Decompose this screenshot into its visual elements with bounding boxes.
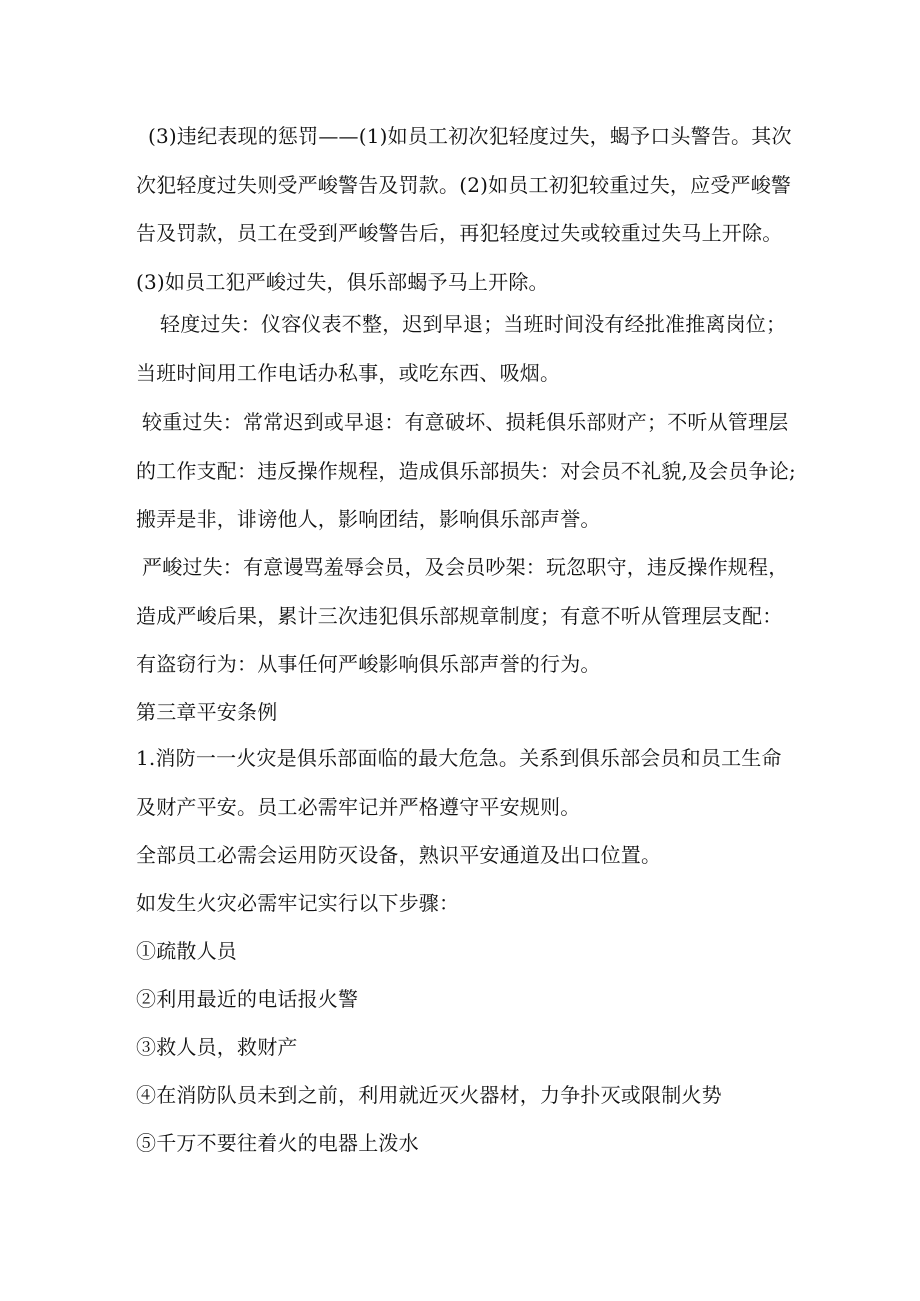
paragraph-penalties: (3)违纪表现的惩罚——(1)如员工初次犯轻度过失，蝎予口头警告。其次次犯轻度过失则受严峻警告及罚款。(2)如员工初犯较重过失，应受严峻警告及罚款，员工在受到严峻警告后，再犯轻度过失或较重过失马上开除。(3)如员工犯严峻过失，俱乐部蝎予马上开除。 xyxy=(136,124,792,294)
paragraph-severe-faults: 严峻过失：有意谩骂羞辱会员，及会员吵架：玩忽职守，违反操作规程，造成严峻后果，累计三次违犯俱乐部规章制度；有意不听从管理层支配：有盗窃行为：从事任何严峻影响俱乐部声誉的行为。 xyxy=(136,555,789,676)
chapter-heading: 第三章平安条例 xyxy=(136,700,278,724)
paragraph-moderate-faults: 较重过失：常常迟到或早退：有意破坏、损耗俱乐部财产；不听从管理层的工作支配：违反操作规程，造成俱乐部损失：对会员不礼貌,及会员争论;搬弄是非，诽谤他人，影响团结，影响俱乐部声誉。 xyxy=(136,410,796,531)
list-item: ①疏散人员 xyxy=(136,939,237,963)
paragraph-minor-faults: 轻度过失：仪容仪表不整，迟到早退；当班时间没有经批准推离岗位；当班时间用工作电话办私事，或吃东西、吸烟。 xyxy=(136,312,787,385)
paragraph-steps-intro: 如发生火灾必需牢记实行以下步骤： xyxy=(136,891,460,915)
list-item: ③救人员，救财产 xyxy=(136,1035,298,1059)
list-item: ⑤千万不要往着火的电器上泼水 xyxy=(136,1131,419,1155)
list-item: ②利用最近的电话报火警 xyxy=(136,987,359,1011)
list-item: ④在消防队员未到之前，利用就近灭火器材，力争扑灭或限制火势 xyxy=(136,1083,722,1107)
paragraph-equipment: 全部员工必需会运用防灭设备，熟识平安通道及出口位置。 xyxy=(136,843,662,867)
paragraph-fire-safety: 1.消防一一火灾是俱乐部面临的最大危急。关系到俱乐部会员和员工生命及财产平安。员工必需牢记并严格遵守平安规则。 xyxy=(136,746,782,819)
